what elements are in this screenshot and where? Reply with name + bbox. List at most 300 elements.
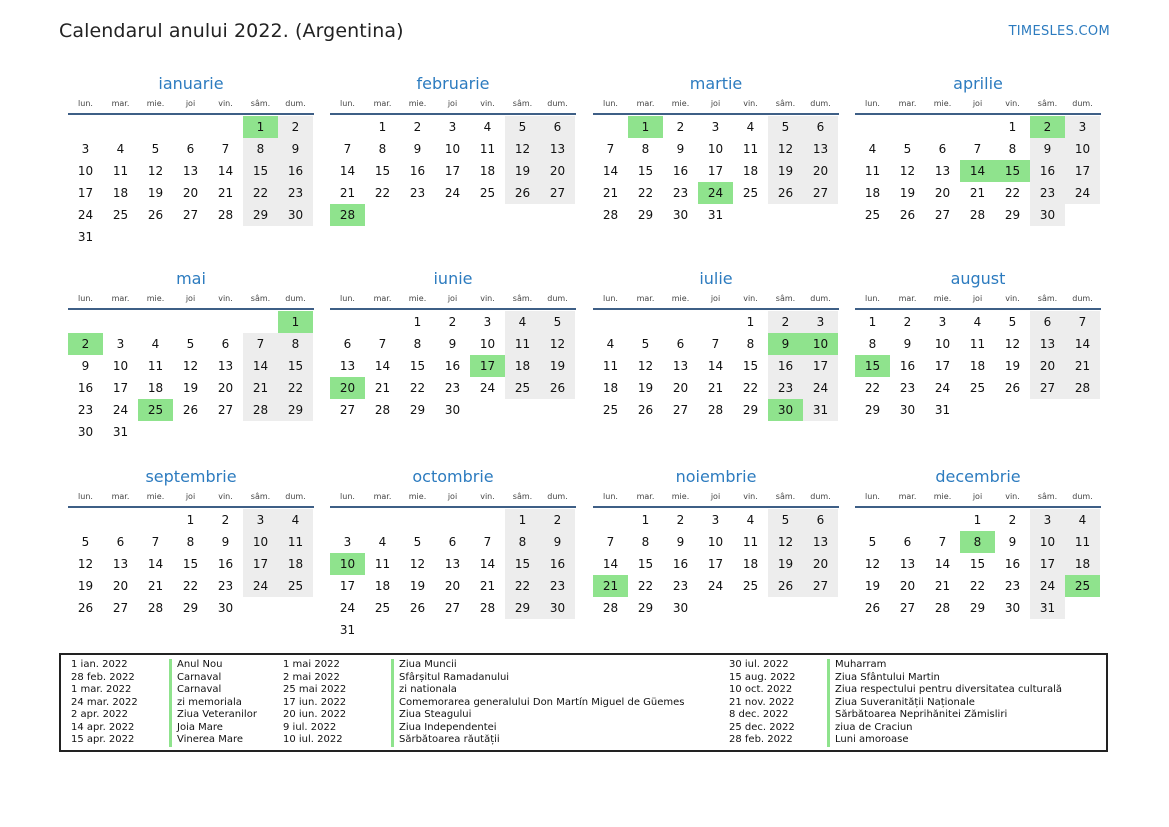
holiday-day: 20 [330,377,365,399]
holiday-day: 1 [243,116,278,138]
day-cell: 31 [339,623,356,637]
day-cell: 30 [77,425,94,439]
legend-date: 28 feb. 2022 [729,734,793,745]
day-cell: 29 [637,601,654,615]
legend-holiday-name: zi nationala [391,684,457,697]
day-cell: 18 [1065,553,1100,575]
day-cell: 27 [182,208,199,222]
day-cell: 28 [707,403,724,417]
day-cell: 2 [768,311,803,333]
days-grid [68,509,314,619]
day-cell: 20 [672,381,689,395]
day-cell: 25 [602,403,619,417]
day-cell: 9 [1030,138,1065,160]
day-cell: 3 [711,120,720,134]
weekday-label: vin. [218,294,233,303]
day-cell: 4 [868,142,877,156]
day-cell: 17 [707,557,724,571]
day-cell: 16 [540,553,575,575]
legend-date: 20 iun. 2022 [283,709,347,720]
holiday-day: 10 [803,333,838,355]
day-cell: 22 [1004,186,1021,200]
empty-cell [925,509,960,531]
weekday-label: vin. [1005,294,1020,303]
legend-date: 15 aug. 2022 [729,671,796,683]
weekday-label: mar. [636,492,655,501]
holiday-day: 2 [1030,116,1065,138]
weekday-label: dum. [285,294,306,303]
day-cell: 3 [243,509,278,531]
day-cell: 4 [116,142,125,156]
day-cell: 15 [637,557,654,571]
month-name: mai [176,269,206,288]
day-cell: 10 [707,142,724,156]
weekday-header [593,292,839,310]
day-cell: 21 [707,381,724,395]
weekday-label: mie. [408,294,427,303]
day-cell: 16 [899,359,916,373]
empty-cell [103,509,138,531]
day-cell: 8 [186,535,195,549]
empty-cell [365,509,400,531]
day-cell: 11 [374,557,391,571]
empty-cell [138,116,173,138]
days-grid [593,509,839,619]
day-cell: 19 [864,579,881,593]
day-cell: 13 [899,557,916,571]
day-cell: 11 [278,531,313,553]
weekday-label: mar. [373,492,392,501]
month-name: august [950,269,1006,288]
day-cell: 6 [803,116,838,138]
weekday-label: dum. [810,99,831,108]
day-cell: 29 [278,399,313,421]
day-cell: 13 [1030,333,1065,355]
day-cell: 16 [672,164,689,178]
day-cell: 22 [637,579,654,593]
weekday-label: mie. [671,294,690,303]
weekday-label: mie. [671,99,690,108]
day-cell: 26 [77,601,94,615]
weekday-label: dum. [547,99,568,108]
day-cell: 14 [374,359,391,373]
holiday-day: 15 [995,160,1030,182]
day-cell: 4 [746,120,755,134]
day-cell: 16 [444,359,461,373]
day-cell: 14 [602,164,619,178]
day-cell: 13 [112,557,129,571]
day-cell: 18 [479,164,496,178]
day-cell: 23 [444,381,461,395]
month-martie [593,74,839,226]
weekday-label: vin. [1005,492,1020,501]
day-cell: 31 [1030,597,1065,619]
day-cell: 3 [343,535,352,549]
day-cell: 24 [77,208,94,222]
weekday-label: mar. [111,99,130,108]
day-cell: 14 [243,355,278,377]
day-cell: 24 [444,186,461,200]
empty-cell [593,509,628,531]
weekday-label: vin. [480,294,495,303]
weekday-label: mie. [408,99,427,108]
weekday-label: joi [185,294,196,303]
month-august [855,269,1101,421]
weekday-label: mar. [636,294,655,303]
day-cell: 11 [602,359,619,373]
day-cell: 23 [1030,182,1065,204]
day-cell: 26 [147,208,164,222]
day-cell: 28 [969,208,986,222]
day-cell: 9 [221,535,230,549]
holiday-day: 2 [68,333,103,355]
day-cell: 9 [278,138,313,160]
day-cell: 24 [339,601,356,615]
day-cell: 5 [641,337,650,351]
day-cell: 5 [81,535,90,549]
day-cell: 20 [803,553,838,575]
empty-cell [68,509,103,531]
day-cell: 1 [505,509,540,531]
weekday-label: mie. [146,492,165,501]
holiday-day: 30 [768,399,803,421]
legend-holiday-name: Carnaval [169,684,221,697]
day-cell: 17 [1030,553,1065,575]
day-cell: 3 [803,311,838,333]
weekday-label: joi [185,492,196,501]
day-cell: 13 [444,557,461,571]
weekday-label: mie. [671,492,690,501]
day-cell: 22 [278,377,313,399]
weekday-label: sâm. [775,492,796,501]
day-cell: 27 [803,182,838,204]
day-cell: 30 [444,403,461,417]
day-cell: 7 [1065,311,1100,333]
weekday-label: mar. [111,294,130,303]
day-cell: 18 [374,579,391,593]
day-cell: 2 [676,513,685,527]
day-cell: 28 [602,601,619,615]
day-cell: 13 [182,164,199,178]
day-cell: 7 [221,142,230,156]
month-name: iulie [699,269,733,288]
legend-holiday-name: Carnaval [169,672,221,685]
day-cell: 12 [147,164,164,178]
day-cell: 14 [934,557,951,571]
day-cell: 4 [1065,509,1100,531]
day-cell: 21 [217,186,234,200]
weekday-label: mie. [408,492,427,501]
day-cell: 9 [903,337,912,351]
legend-date: 1 mai 2022 [283,659,340,670]
day-cell: 12 [637,359,654,373]
day-cell: 11 [147,359,164,373]
day-cell: 9 [540,531,575,553]
day-cell: 2 [221,513,230,527]
day-cell: 8 [641,535,650,549]
day-cell: 28 [479,601,496,615]
weekday-header [68,292,314,310]
days-grid [330,311,576,421]
empty-cell [243,311,278,333]
weekday-label: sâm. [250,294,271,303]
day-cell: 15 [278,355,313,377]
day-cell: 8 [378,142,387,156]
day-cell: 21 [934,579,951,593]
weekday-label: sâm. [775,294,796,303]
day-cell: 18 [969,359,986,373]
day-cell: 23 [899,381,916,395]
weekday-label: dum. [547,492,568,501]
day-cell: 14 [602,557,619,571]
day-cell: 18 [278,553,313,575]
day-cell: 5 [903,142,912,156]
legend-holiday-name: Vinerea Mare [169,734,243,747]
day-cell: 19 [505,160,540,182]
day-cell: 30 [1030,204,1065,226]
day-cell: 25 [742,579,759,593]
weekday-label: joi [710,492,721,501]
weekday-label: sâm. [512,99,533,108]
weekday-header [330,97,576,115]
day-cell: 20 [899,579,916,593]
day-cell: 25 [278,575,313,597]
day-cell: 5 [768,116,803,138]
day-cell: 14 [479,557,496,571]
weekday-label: joi [447,492,458,501]
day-cell: 7 [483,535,492,549]
day-cell: 13 [803,531,838,553]
weekday-label: lun. [865,99,880,108]
day-cell: 28 [243,399,278,421]
month-iulie [593,269,839,421]
day-cell: 18 [602,381,619,395]
holiday-legend [59,653,1108,752]
day-cell: 3 [711,513,720,527]
legend-holiday-name: Ziua Muncii [391,659,457,672]
day-cell: 28 [374,403,391,417]
day-cell: 3 [81,142,90,156]
legend-date: 1 mar. 2022 [71,684,132,695]
day-cell: 14 [707,359,724,373]
legend-holiday-name: Anul Nou [169,659,222,672]
empty-cell [400,509,435,531]
day-cell: 1 [746,315,755,329]
empty-cell [173,116,208,138]
weekday-label: mar. [898,492,917,501]
legend-holiday-name: Sărbătoarea Neprihănitei Zămisliri [827,709,1007,722]
empty-cell [208,116,243,138]
weekday-label: sâm. [1037,294,1058,303]
day-cell: 6 [186,142,195,156]
day-cell: 11 [742,535,759,549]
day-cell: 6 [116,535,125,549]
day-cell: 26 [409,601,426,615]
day-cell: 8 [641,142,650,156]
day-cell: 23 [77,403,94,417]
legend-date: 10 iul. 2022 [283,734,343,745]
holiday-day: 15 [855,355,890,377]
empty-cell [960,116,995,138]
month-name: septembrie [145,467,237,486]
days-grid [855,509,1101,619]
legend-date: 1 ian. 2022 [71,659,128,670]
month-name: iunie [433,269,473,288]
day-cell: 7 [711,337,720,351]
weekday-header [330,490,576,508]
day-cell: 4 [746,513,755,527]
day-cell: 1 [413,315,422,329]
page-title: Calendarul anului 2022. (Argentina) [59,20,404,42]
day-cell: 16 [768,355,803,377]
day-cell: 28 [1065,377,1100,399]
empty-cell [663,311,698,333]
days-grid [855,116,1101,226]
days-grid [855,311,1101,421]
day-cell: 23 [672,579,689,593]
day-cell: 3 [448,120,457,134]
day-cell: 14 [147,557,164,571]
day-cell: 3 [1030,509,1065,531]
day-cell: 15 [742,359,759,373]
day-cell: 26 [505,182,540,204]
legend-holiday-name: Sărbătoarea răutății [391,734,500,747]
weekday-label: lun. [78,99,93,108]
day-cell: 26 [637,403,654,417]
legend-holiday-name: Muharram [827,659,886,672]
empty-cell [628,311,663,333]
day-cell: 20 [217,381,234,395]
day-cell: 26 [899,208,916,222]
weekday-label: dum. [285,99,306,108]
site-link[interactable]: TIMESLES.COM [1008,24,1110,39]
legend-date: 2 mai 2022 [283,671,340,683]
day-cell: 22 [864,381,881,395]
day-cell: 15 [969,557,986,571]
day-cell: 9 [676,535,685,549]
month-octombrie [330,467,576,641]
day-cell: 13 [803,138,838,160]
month-name: decembrie [935,467,1021,486]
month-name: aprilie [953,74,1003,93]
empty-cell [138,509,173,531]
holiday-day: 1 [278,311,313,333]
day-cell: 24 [803,377,838,399]
day-cell: 27 [672,403,689,417]
day-cell: 21 [1065,355,1100,377]
day-cell: 30 [1004,601,1021,615]
day-cell: 27 [112,601,129,615]
day-cell: 13 [540,138,575,160]
holiday-day: 21 [593,575,628,597]
day-cell: 14 [339,164,356,178]
day-cell: 12 [505,138,540,160]
weekday-label: mie. [146,99,165,108]
weekday-label: sâm. [512,492,533,501]
days-grid [593,311,839,421]
weekday-header [855,292,1101,310]
empty-cell [435,509,470,531]
day-cell: 4 [151,337,160,351]
day-cell: 12 [864,557,881,571]
day-cell: 30 [672,601,689,615]
weekday-label: vin. [218,492,233,501]
day-cell: 17 [707,164,724,178]
legend-date: 24 mar. 2022 [71,696,138,708]
day-cell: 30 [672,208,689,222]
day-cell: 25 [505,377,540,399]
legend-date: 30 iul. 2022 [729,659,789,670]
days-grid [330,116,576,226]
day-cell: 27 [339,403,356,417]
day-cell: 4 [606,337,615,351]
day-cell: 7 [606,142,615,156]
day-cell: 2 [413,120,422,134]
legend-date: 8 dec. 2022 [729,709,789,720]
day-cell: 21 [479,579,496,593]
days-grid [68,116,314,248]
month-mai [68,269,314,443]
weekday-label: lun. [865,492,880,501]
weekday-label: vin. [480,492,495,501]
weekday-label: lun. [78,492,93,501]
legend-date: 9 iul. 2022 [283,721,337,733]
day-cell: 1 [868,315,877,329]
month-decembrie [855,467,1101,619]
weekday-label: lun. [603,492,618,501]
day-cell: 16 [1030,160,1065,182]
day-cell: 4 [483,120,492,134]
weekday-label: dum. [547,294,568,303]
day-cell: 18 [742,164,759,178]
day-cell: 31 [77,230,94,244]
legend-date: 10 oct. 2022 [729,684,793,695]
day-cell: 19 [147,186,164,200]
day-cell: 12 [768,531,803,553]
day-cell: 13 [934,164,951,178]
weekday-header [68,97,314,115]
weekday-label: sâm. [1037,492,1058,501]
day-cell: 9 [81,359,90,373]
day-cell: 1 [378,120,387,134]
day-cell: 25 [374,601,391,615]
day-cell: 28 [934,601,951,615]
day-cell: 21 [969,186,986,200]
day-cell: 9 [448,337,457,351]
day-cell: 30 [217,601,234,615]
day-cell: 24 [112,403,129,417]
day-cell: 11 [864,164,881,178]
day-cell: 29 [864,403,881,417]
day-cell: 29 [742,403,759,417]
legend-date: 21 nov. 2022 [729,696,795,708]
weekday-label: lun. [340,492,355,501]
day-cell: 9 [1008,535,1017,549]
day-cell: 6 [448,535,457,549]
month-iunie [330,269,576,421]
weekday-label: joi [972,492,983,501]
day-cell: 27 [1030,377,1065,399]
day-cell: 8 [746,337,755,351]
day-cell: 12 [409,557,426,571]
day-cell: 21 [374,381,391,395]
day-cell: 24 [1065,182,1100,204]
weekday-label: mie. [146,294,165,303]
day-cell: 12 [1004,337,1021,351]
weekday-label: dum. [1072,294,1093,303]
empty-cell [173,311,208,333]
day-cell: 8 [243,138,278,160]
